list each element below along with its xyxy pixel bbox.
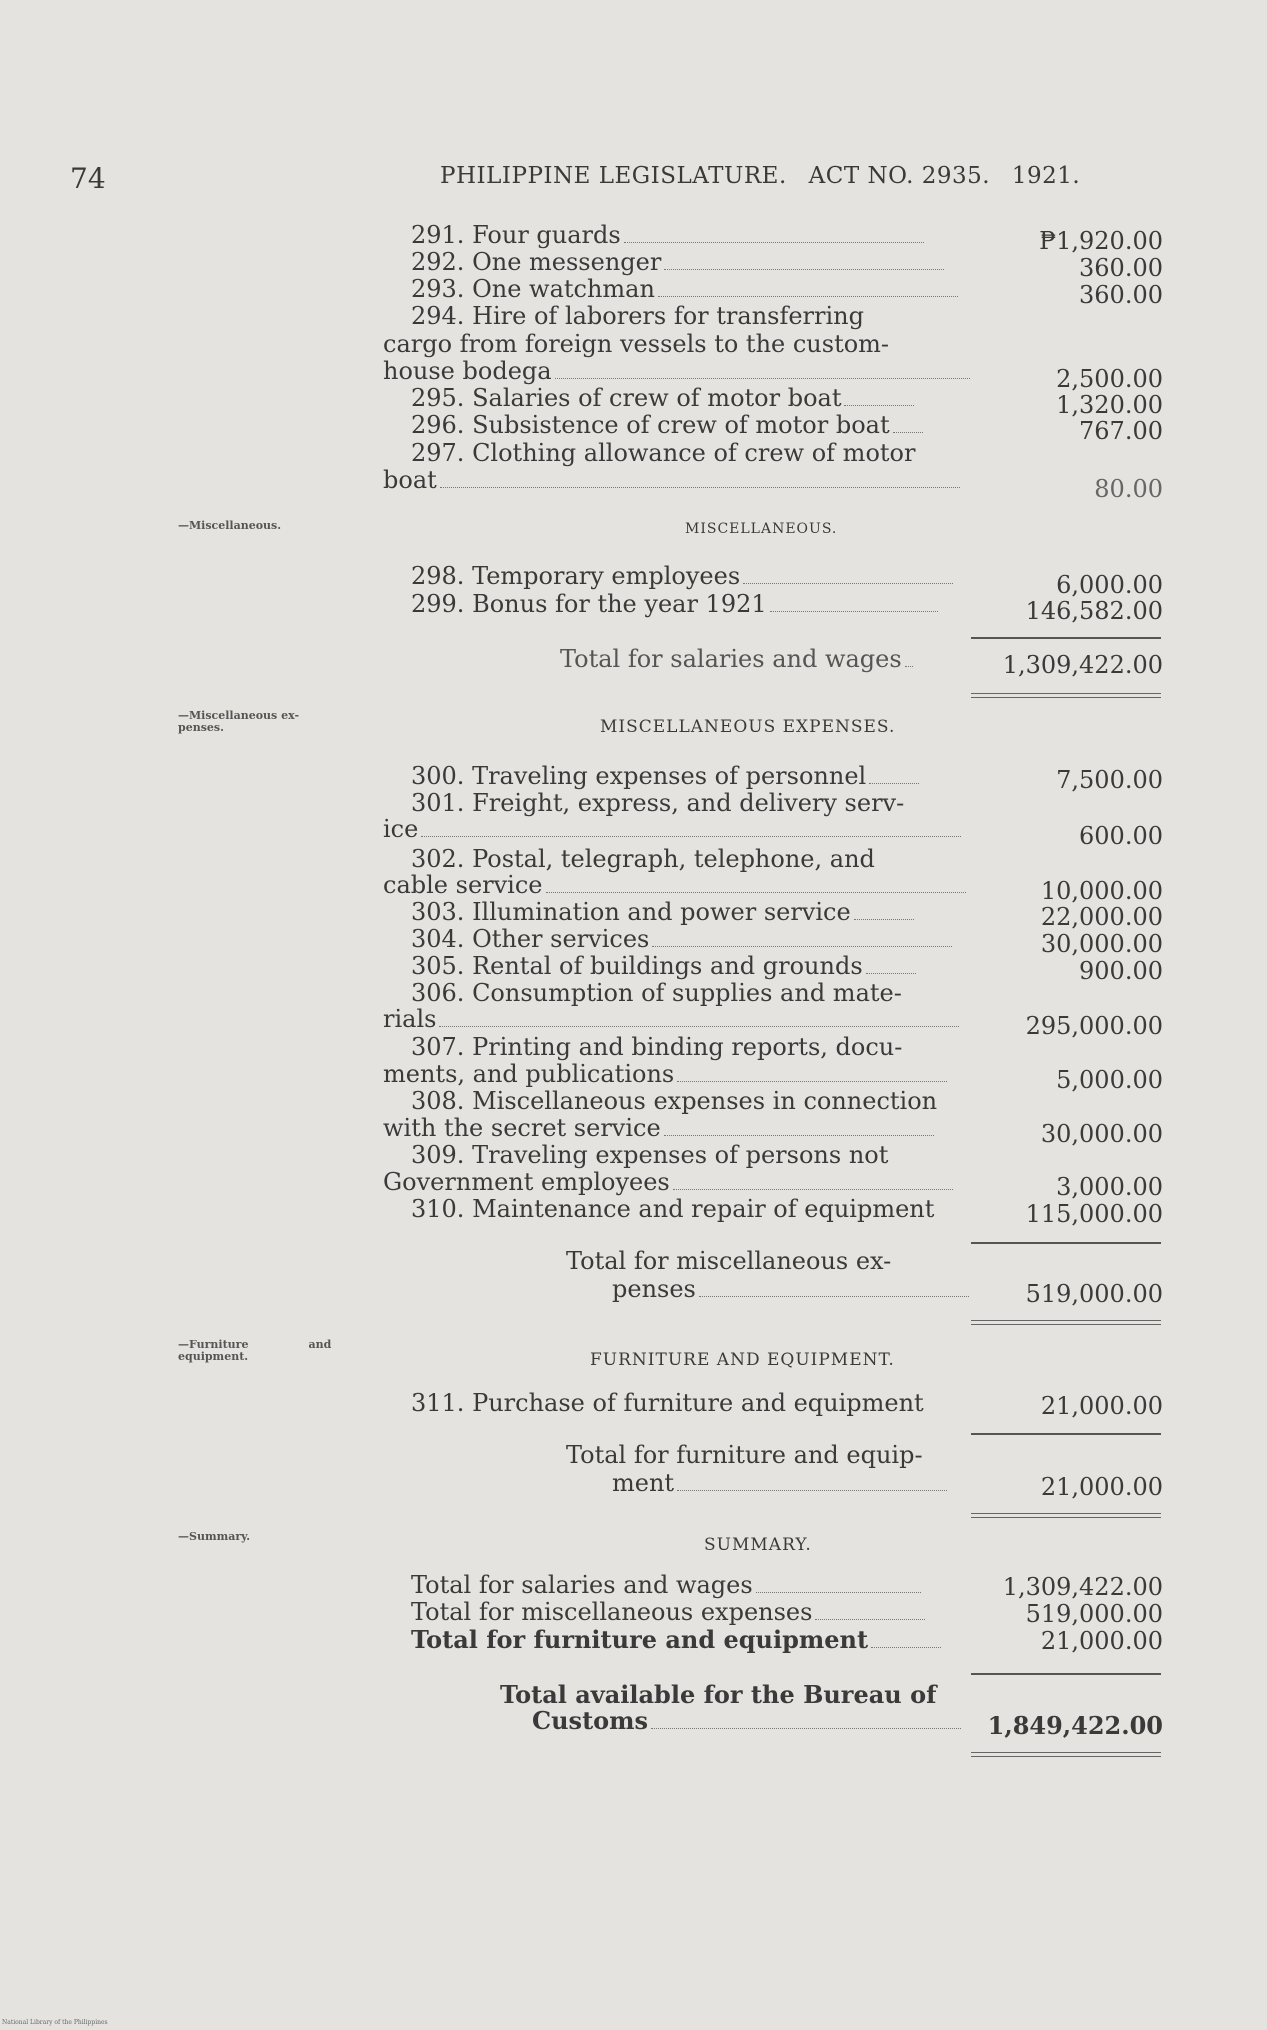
amount-306: 295,000.00 <box>1025 1012 1163 1040</box>
line-item-300: 300. Traveling expenses of personnel <box>383 763 968 790</box>
grand-total-label-l1: Total available for the Bureau of <box>500 1680 937 1709</box>
line-item-301-cont: ice <box>383 816 961 843</box>
line-item-306-cont: rials <box>383 1006 959 1033</box>
line-item-303: 303. Illumination and power service <box>383 899 968 926</box>
summary-row-salaries: Total for salaries and wages <box>383 1572 968 1599</box>
double-rule <box>971 1752 1161 1757</box>
summary-row-misc: Total for miscellaneous expenses <box>383 1599 968 1626</box>
amount-292: 360.00 <box>1079 254 1163 282</box>
line-item-297: 297. Clothing allowance of crew of motor <box>411 439 916 467</box>
margin-note-misc-expenses: —Miscellaneous ex- penses. <box>178 709 300 734</box>
total-rule <box>971 1433 1161 1435</box>
amount-303: 22,000.00 <box>1040 903 1163 931</box>
page-number: 74 <box>70 162 106 195</box>
amount-298: 6,000.00 <box>1056 571 1163 599</box>
total-rule <box>971 1242 1161 1244</box>
line-item-294-cont: cargo from foreign vessels to the custom- <box>383 330 890 358</box>
line-item-291: 291. Four guards <box>383 222 968 249</box>
line-item-299: 299. Bonus for the year 1921 <box>383 591 968 618</box>
amount-300: 7,500.00 <box>1056 766 1163 794</box>
line-item-308: 308. Miscellaneous expenses in connection <box>411 1087 938 1115</box>
grand-total-label-l2: Customs <box>532 1707 961 1734</box>
total-rule <box>971 637 1161 639</box>
total-misc-label-l1: Total for miscellaneous ex- <box>566 1247 892 1275</box>
amount-304: 30,000.00 <box>1040 930 1163 958</box>
summary-row-furniture: Total for furniture and equipment <box>383 1626 968 1653</box>
summary-amount-misc: 519,000.00 <box>1025 1600 1163 1628</box>
total-misc-label-l2: penses <box>612 1276 969 1303</box>
grand-total-amount: 1,849,422.00 <box>987 1711 1163 1740</box>
amount-309: 3,000.00 <box>1056 1173 1163 1201</box>
amount-311: 21,000.00 <box>1040 1392 1163 1420</box>
amount-293: 360.00 <box>1079 281 1163 309</box>
section-heading-summary: SUMMARY. <box>704 1535 812 1555</box>
total-furniture-amount: 21,000.00 <box>1040 1473 1163 1501</box>
total-furniture-label-l1: Total for furniture and equip- <box>566 1441 923 1469</box>
section-heading-misc-expenses: MISCELLANEOUS EXPENSES. <box>600 717 896 737</box>
line-item-304: 304. Other services <box>383 926 968 953</box>
line-item-293: 293. One watchman <box>383 276 968 303</box>
line-item-297-cont: boat <box>383 467 960 494</box>
line-item-294: 294. Hire of laborers for transferring <box>411 302 864 330</box>
scan-footer: National Library of the Philippines <box>2 2019 108 2026</box>
double-rule <box>971 1513 1161 1518</box>
line-item-296: 296. Subsistence of crew of motor boat <box>383 412 968 439</box>
margin-note-miscellaneous: —Miscellaneous. <box>178 519 282 532</box>
line-item-311: 311. Purchase of furniture and equipment <box>411 1389 924 1417</box>
line-item-301: 301. Freight, express, and delivery serv- <box>411 789 905 817</box>
line-item-307-cont: ments, and publications <box>383 1061 947 1088</box>
header-title: PHILIPPINE LEGISLATURE. <box>440 163 787 189</box>
amount-308: 30,000.00 <box>1040 1120 1163 1148</box>
total-salaries-label: Total for salaries and wages <box>560 646 913 673</box>
header-act: ACT NO. 2935. <box>808 163 991 189</box>
line-item-302: 302. Postal, telegraph, telephone, and <box>411 845 875 873</box>
line-item-309-cont: Government employees <box>383 1169 953 1196</box>
running-header <box>440 163 1080 189</box>
line-item-298: 298. Temporary employees <box>383 563 968 590</box>
line-item-310: 310. Maintenance and repair of equipment <box>411 1195 935 1223</box>
amount-310: 115,000.00 <box>1025 1200 1163 1228</box>
amount-294: 2,500.00 <box>1056 365 1163 393</box>
line-item-306: 306. Consumption of supplies and mate- <box>411 979 902 1007</box>
line-item-292: 292. One messenger <box>383 249 968 276</box>
double-rule <box>971 693 1161 698</box>
amount-295: 1,320.00 <box>1056 391 1163 419</box>
amount-291: ₱1,920.00 <box>1039 227 1163 255</box>
header-year: 1921. <box>1011 163 1081 189</box>
double-rule <box>971 1320 1161 1325</box>
margin-note-furniture: —Furniture and equipment. <box>178 1338 332 1363</box>
line-item-295: 295. Salaries of crew of motor boat <box>383 385 968 412</box>
total-salaries-amount: 1,309,422.00 <box>1002 651 1163 679</box>
amount-305: 900.00 <box>1079 957 1163 985</box>
amount-299: 146,582.00 <box>1025 597 1163 625</box>
summary-amount-salaries: 1,309,422.00 <box>1002 1573 1163 1601</box>
amount-301: 600.00 <box>1079 822 1163 850</box>
amount-302: 10,000.00 <box>1040 877 1163 905</box>
line-item-308-cont: with the secret service <box>383 1115 934 1142</box>
section-heading-miscellaneous: MISCELLANEOUS. <box>685 521 838 537</box>
margin-note-summary: —Summary. <box>178 1530 251 1543</box>
line-item-302-cont: cable service <box>383 872 966 899</box>
line-item-307: 307. Printing and binding reports, docu- <box>411 1033 903 1061</box>
section-heading-furniture: FURNITURE AND EQUIPMENT. <box>590 1350 895 1370</box>
amount-307: 5,000.00 <box>1056 1066 1163 1094</box>
amount-296: 767.00 <box>1079 417 1163 445</box>
total-rule <box>971 1673 1161 1675</box>
amount-297: 80.00 <box>1094 475 1163 503</box>
summary-amount-furniture: 21,000.00 <box>1040 1627 1163 1655</box>
line-item-309: 309. Traveling expenses of persons not <box>411 1141 889 1169</box>
total-furniture-label-l2: ment <box>612 1470 947 1497</box>
line-item-305: 305. Rental of buildings and grounds <box>383 953 968 980</box>
total-misc-amount: 519,000.00 <box>1025 1280 1163 1308</box>
line-item-294-cont2: house bodega <box>383 358 970 385</box>
